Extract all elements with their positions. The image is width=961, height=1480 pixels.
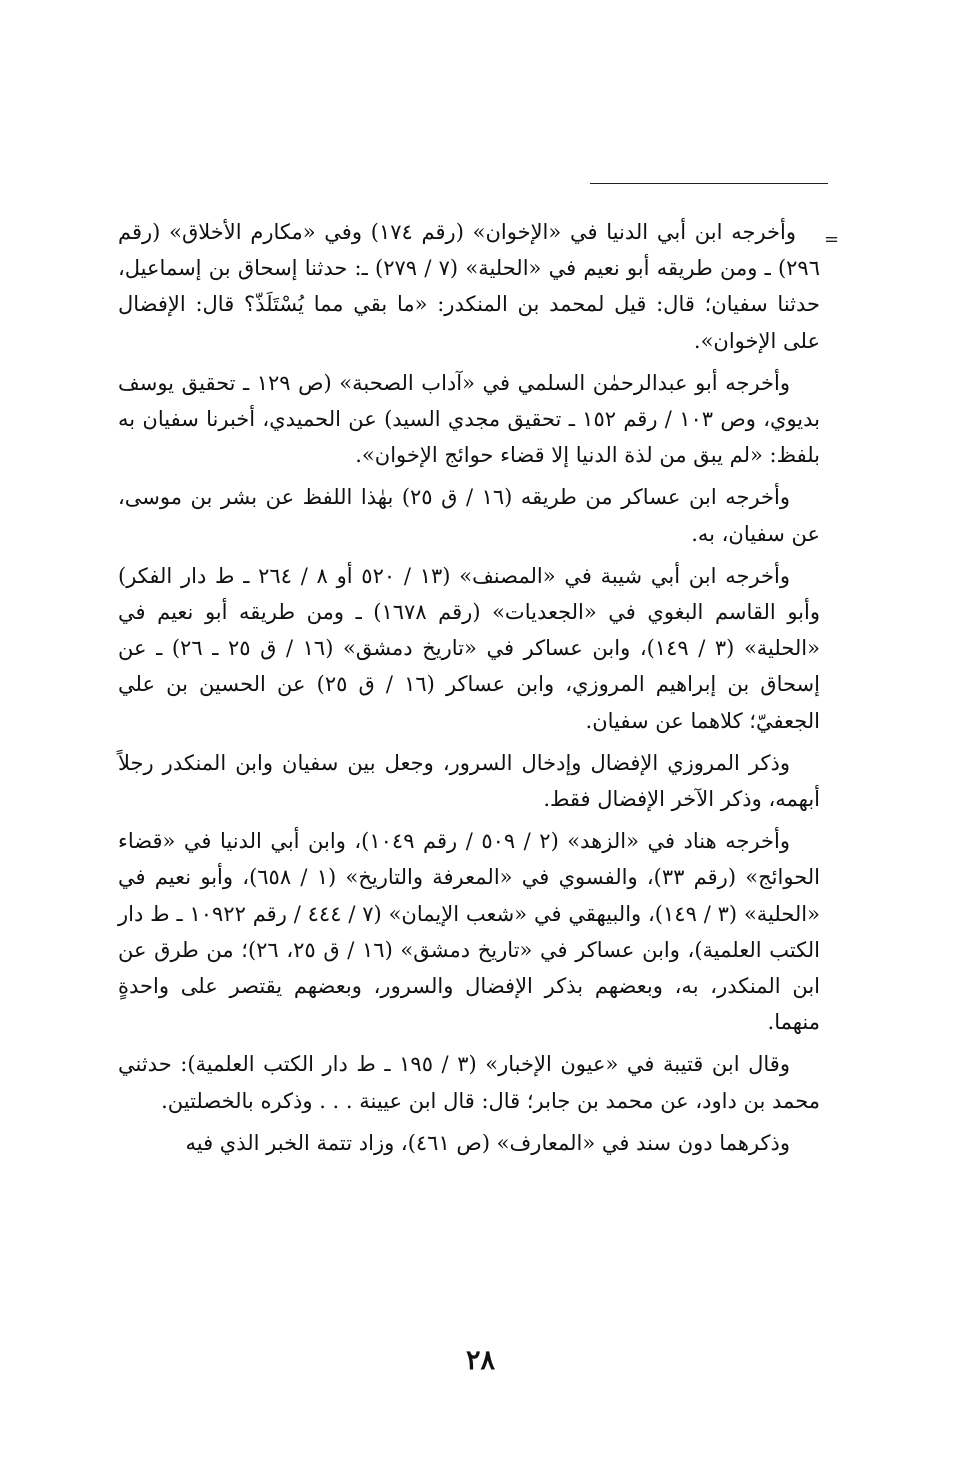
footnote-separator-rule [590,183,828,184]
footnote-paragraph-1: وأخرجه ابن أبي الدنيا في «الإخوان» (رقم ١٧٤) وفي «مكارم الأخلاق» (رقم ٢٩٦) ـ ومن طريقه أبو نعيم في «الحلية» (٧ / ٢٧٩) ـ: حدثنا إسحاق بن إسماعيل، حدثنا سفيان؛ قال: قيل لمحمد بن المنكدر: «ما بقي مما يُسْتَلَذّ؟ قال: الإفضال على الإخوان». [118,220,820,353]
footnote-paragraph-7: وقال ابن قتيبة في «عيون الإخبار» (٣ / ١٩٥ ـ ط دار الكتب العلمية): حدثني محمد بن داود، عن محمد بن جابر؛ قال: قال ابن عيينة . . . وذكره بالخصلتين. [118,1052,820,1113]
footnote-paragraph-4: وأخرجه ابن أبي شيبة في «المصنف» (١٣ / ٥٢٠ أو ٨ / ٢٦٤ ـ ط دار الفكر) وأبو القاسم البغوي في «الجعديات» (رقم ١٦٧٨) ـ ومن طريقه أبو نعيم في «الحلية» (٣ / ١٤٩)، وابن عساكر في «تاريخ دمشق» (١٦ / ق ٢٥ ـ ٢٦) ـ عن إسحاق بن إبراهيم المروزي، وابن عساكر (١٦ / ق ٢٥) عن الحسين بن علي الجعفيّ؛ كلاهما عن سفيان. [118,563,820,733]
footnote-text-block [118,214,820,1167]
footnote-paragraph-6: وأخرجه هناد في «الزهد» (٢ / ٥٠٩ / رقم ١٠٤٩)، وابن أبي الدنيا في «قضاء الحوائج» (رقم ٣٣)، والفسوي في «المعرفة والتاريخ» (١ / ٦٥٨)، وأبو نعيم في «الحلية» (٣ / ١٤٩)، والبيهقي في «شعب الإيمان» (٧ / ٤٤٤ / رقم ١٠٩٢٢ ـ ط دار الكتب العلمية)، وابن عساكر في «تاريخ دمشق» (١٦ / ق ٢٥، ٢٦)؛ من طرق عن ابن المنكدر، به، وبعضهم بذكر الإفضال والسرور، وبعضهم يقتصر على واحدةٍ منهما. [118,829,821,1035]
footnote-paragraph-3: وأخرجه ابن عساكر من طريقه (١٦ / ق ٢٥) بهٰذا اللفظ عن بشر بن موسى، عن سفيان، به. [118,485,820,546]
page-number: ٢٨ [465,1345,495,1376]
continuation-mark: = [824,229,840,250]
footnote-paragraph-2: وأخرجه أبو عبدالرحمٰن السلمي في «آداب الصحبة» (ص ١٢٩ ـ تحقيق يوسف بديوي، وص ١٠٣ / رقم ١٥٢ ـ تحقيق مجدي السيد) عن الحميدي، أخبرنا سفيان به بلفظ: «لم يبق من لذة الدنيا إلا قضاء حوائج الإخوان». [118,370,821,468]
footnote-paragraph-8: وذكرهما دون سند في «المعارف» (ص ٤٦١)، وزاد تتمة الخبر الذي فيه [185,1130,790,1155]
footnote-paragraph-5: وذكر المروزي الإفضال وإدخال السرور، وجعل بين سفيان وابن المنكدر رجلاً أبهمه، وذكر الآخر الإفضال فقط. [118,750,820,812]
